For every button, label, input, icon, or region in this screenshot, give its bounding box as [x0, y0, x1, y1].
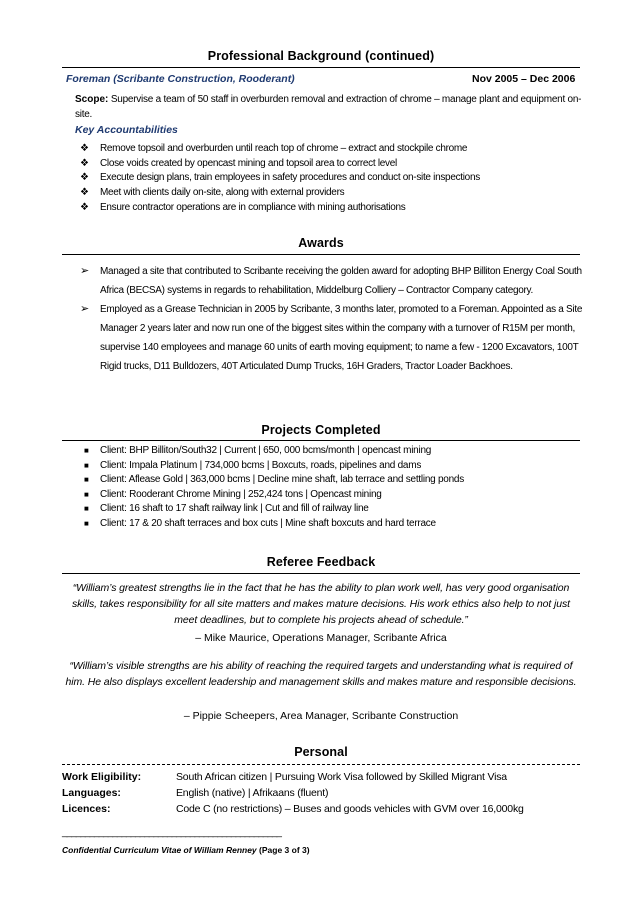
list-item: ■ Client: BHP Billiton/South32 | Current | 650, 000 bcms/month | opencast mining: [84, 444, 584, 459]
key-accountabilities-list: [80, 142, 585, 216]
diamond-bullet-icon: ❖: [80, 172, 89, 184]
section-rule: [62, 440, 580, 441]
list-item: ■ Client: 16 shaft to 17 shaft railway link | Cut and fill of railway line: [84, 502, 584, 517]
diamond-bullet-icon: ❖: [80, 201, 89, 213]
list-item: ■ Client: Impala Platinum | 734,000 bcms | Boxcuts, roads, pipelines and dams: [84, 459, 584, 474]
square-bullet-icon: ■: [84, 489, 89, 499]
referee-attribution: – Mike Maurice, Operations Manager, Scribante Africa: [195, 632, 447, 644]
square-bullet-icon: ■: [84, 504, 89, 514]
job-dates: Nov 2005 – Dec 2006: [472, 73, 576, 85]
personal-label: Licences:: [62, 803, 111, 815]
diamond-bullet-icon: ❖: [80, 187, 89, 199]
scope-paragraph: [75, 93, 585, 122]
section-heading-referee: Referee Feedback: [266, 555, 376, 569]
personal-value: English (native) | Afrikaans (fluent): [176, 787, 329, 799]
list-item: ➢ Managed a site that contributed to Scribante receiving the golden award for adopting BHP Billiton Energy Coal South Africa (BECSA) systems in regards to rehabilitation, Middelburg Colliery – Contractor Company category.: [80, 262, 588, 300]
awards-list: [80, 262, 588, 376]
footer-divider: ________________________________________________: [62, 827, 281, 838]
square-bullet-icon: ■: [84, 475, 89, 485]
list-item: ❖ Meet with clients daily on-site, along with external providers: [80, 186, 585, 201]
section-heading-professional: Professional Background (continued): [207, 49, 435, 63]
section-heading-personal: Personal: [294, 745, 348, 759]
scope-label: Scope:: [75, 94, 109, 105]
section-rule: [62, 573, 580, 574]
section-heading-projects: Projects Completed: [261, 423, 381, 437]
arrow-bullet-icon: ➢: [80, 265, 89, 277]
list-item: ■ Client: 17 & 20 shaft terraces and box cuts | Mine shaft boxcuts and hard terrace: [84, 517, 584, 532]
section-heading-awards: Awards: [298, 236, 344, 250]
list-item: ❖ Close voids created by opencast mining and topsoil area to correct level: [80, 157, 585, 172]
key-accountabilities-title: Key Accountabilities: [75, 124, 178, 136]
section-rule: [62, 254, 580, 255]
list-item: ■ Client: Aflease Gold | 363,000 bcms | Decline mine shaft, lab terrace and settling ponds: [84, 473, 584, 488]
list-item: ❖ Execute design plans, train employees in safety procedures and conduct on-site inspections: [80, 171, 585, 186]
page-number: (Page 3 of 3): [259, 845, 310, 855]
section-rule: [62, 67, 580, 68]
square-bullet-icon: ■: [84, 446, 89, 455]
list-item: ❖ Ensure contractor operations are in compliance with mining authorisations: [80, 201, 585, 216]
footer-text: Confidential Curriculum Vitae of William Renney: [62, 845, 257, 855]
scope-text: Supervise a team of 50 staff in overburden removal and extraction of chrome – manage plant and equipment on-site.: [75, 94, 582, 120]
referee-quote: “William’s visible strengths are his ability of reaching the required targets and understanding what is required of him. He also displays excellent leadership and management skills and makes mature and responsible decisions.: [65, 660, 577, 688]
personal-value: Code C (no restrictions) – Buses and goods vehicles with GVM over 16,000kg: [176, 803, 524, 815]
diamond-bullet-icon: ❖: [80, 143, 89, 154]
personal-label: Languages:: [62, 787, 121, 799]
footer: [62, 845, 310, 855]
list-item: ❖ Remove topsoil and overburden until reach top of chrome – extract and stockpile chrome: [80, 142, 585, 157]
projects-list: [84, 444, 584, 532]
referee-attribution: – Pippie Scheepers, Area Manager, Scribante Construction: [183, 710, 459, 722]
personal-value: South African citizen | Pursuing Work Visa followed by Skilled Migrant Visa: [176, 771, 507, 783]
arrow-bullet-icon: ➢: [80, 303, 89, 315]
square-bullet-icon: ■: [84, 460, 89, 470]
square-bullet-icon: ■: [84, 518, 89, 528]
list-item: ➢ Employed as a Grease Technician in 2005 by Scribante, 3 months later, promoted to a Foreman. Appointed as a Site Manager 2 years later and now run one of the biggest sites within the company with a turnover of R15M per month, supervise 140 employees and manage 60 units of earth moving equipment; to name a few - 1200 Excavators, 100T Rigid trucks, D11 Bulldozers, 40T Articulated Dump Trucks, 16H Graders, Tractor Loader Backhoes.: [80, 300, 588, 376]
section-rule: [62, 764, 580, 765]
referee-quote: “William’s greatest strengths lie in the fact that he has the ability to plan work well, has very good organisation skills, takes responsibility for all site matters and makes mature decisions. His work ethics also help to not just meet deadlines, but to complete his projects ahead of schedule.”: [72, 582, 570, 626]
list-item: ■ Client: Rooderant Chrome Mining | 252,424 tons | Opencast mining: [84, 488, 584, 503]
personal-label: Work Eligibility:: [62, 771, 142, 783]
diamond-bullet-icon: ❖: [80, 157, 89, 169]
job-title: Foreman (Scribante Construction, Rooderant): [66, 73, 295, 85]
